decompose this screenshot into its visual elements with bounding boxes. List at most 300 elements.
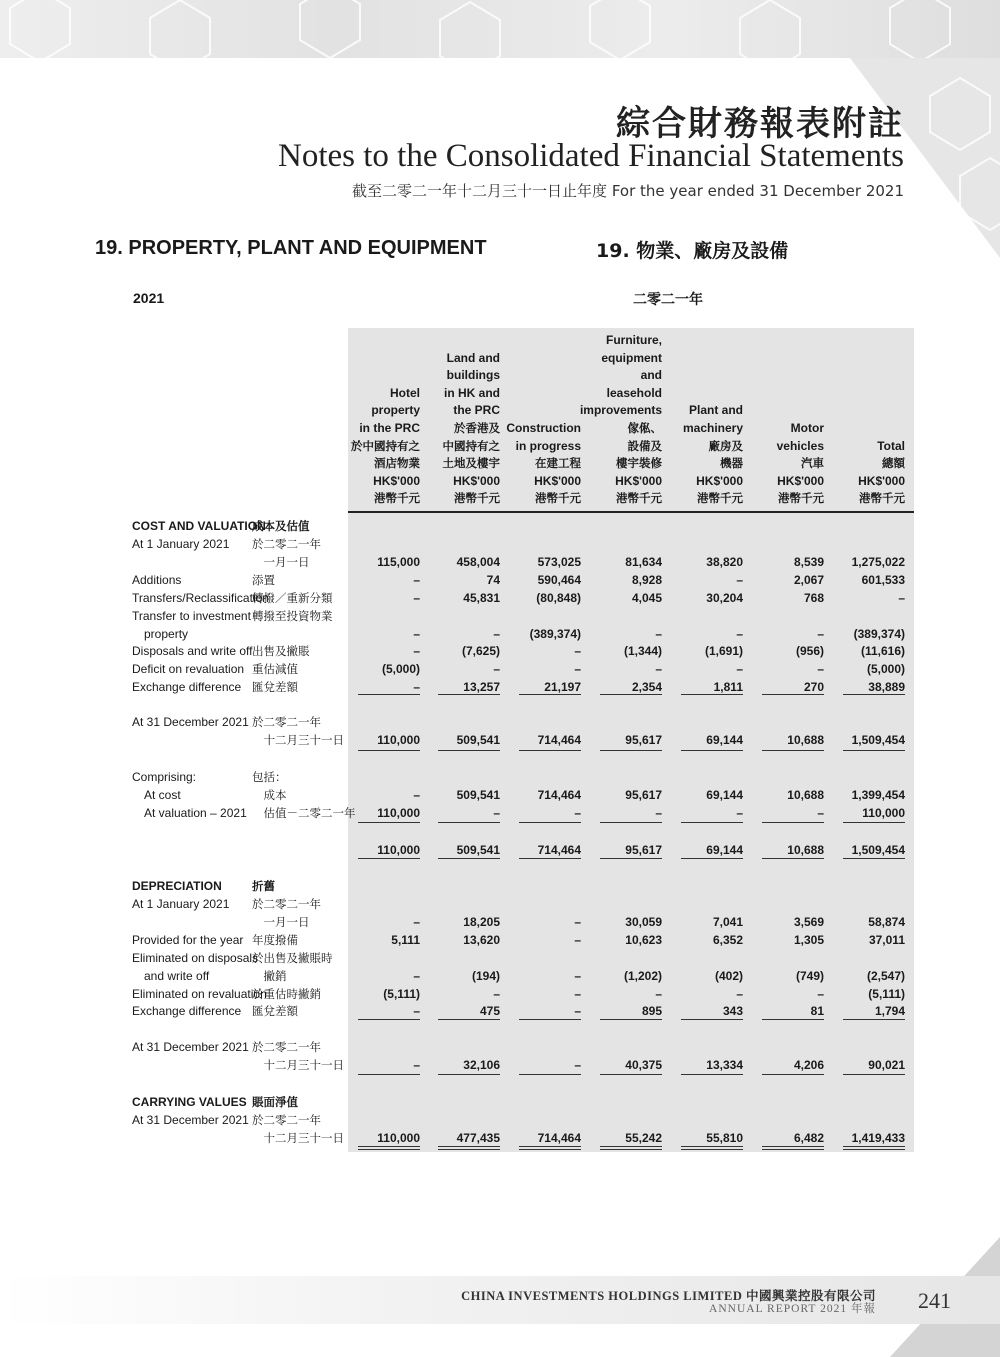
column-unit: HK$'000 — [453, 473, 500, 488]
table-cell: – — [574, 644, 581, 658]
table-cell: – — [574, 662, 581, 676]
row-label: Eliminated on disposals — [132, 951, 259, 965]
table-row — [0, 625, 1000, 643]
underline — [438, 750, 500, 751]
underline — [519, 858, 581, 859]
table-row — [0, 804, 1000, 822]
underline — [438, 858, 500, 859]
table-cell: 270 — [803, 680, 824, 694]
underline — [600, 858, 662, 859]
table-cell: – — [493, 806, 500, 820]
table-cell: – — [817, 806, 824, 820]
table-cell: – — [413, 573, 420, 587]
row-label: Provided for the year — [132, 933, 244, 947]
table-cell: 32,106 — [463, 1058, 500, 1072]
table-cell: 69,144 — [706, 733, 743, 747]
table-cell: 95,617 — [625, 788, 662, 802]
table-cell: – — [574, 915, 581, 929]
underline — [843, 1074, 905, 1075]
table-cell: 8,928 — [631, 573, 662, 587]
table-cell: – — [413, 680, 420, 694]
table-cell: 13,257 — [463, 680, 500, 694]
row-label-cn: 估值－二零二一年 — [252, 806, 356, 820]
table-row — [0, 517, 1000, 535]
underline — [358, 822, 420, 823]
table-cell: – — [574, 806, 581, 820]
row-label: Exchange difference — [132, 1004, 242, 1018]
table-row — [0, 607, 1000, 625]
column-unit: HK$'000 — [777, 473, 824, 488]
underline — [519, 750, 581, 751]
table-cell: – — [817, 627, 824, 641]
table-cell: 5,111 — [391, 933, 420, 947]
table-cell: 55,242 — [625, 1131, 662, 1145]
underline — [843, 1019, 905, 1020]
row-label-cn: 十二月三十一日 — [252, 1058, 344, 1072]
double-underline — [843, 1146, 905, 1150]
table-cell: – — [413, 627, 420, 641]
table-cell: (1,202) — [623, 969, 662, 983]
year-label-cn: 二零二一年 — [633, 292, 703, 308]
table-cell: – — [574, 969, 581, 983]
table-cell: 475 — [479, 1004, 500, 1018]
table-row — [0, 841, 1000, 859]
table-cell: (5,111) — [868, 987, 905, 1001]
table-row — [0, 949, 1000, 967]
underline — [438, 1074, 500, 1075]
table-cell: 95,617 — [625, 733, 662, 747]
table-cell: – — [736, 987, 743, 1001]
underline — [681, 1019, 743, 1020]
column-header — [659, 332, 743, 508]
table-cell: (1,691) — [704, 644, 743, 658]
column-header-cn: 傢俬、 設備及 樓宇裝修 — [616, 421, 662, 471]
table-cell: 8,539 — [793, 555, 824, 569]
table-cell: 4,206 — [793, 1058, 824, 1072]
table-cell: 509,541 — [456, 843, 500, 857]
underline — [762, 1074, 824, 1075]
table-cell: – — [413, 1004, 420, 1018]
table-cell: – — [898, 591, 905, 605]
table-cell: 7,041 — [712, 915, 743, 929]
double-underline — [358, 1146, 420, 1150]
column-header-en: Land and buildings in HK and the PRC — [444, 350, 500, 418]
table-cell: 4,045 — [631, 591, 662, 605]
underline — [843, 750, 905, 751]
row-label-cn: 出售及撇賬 — [252, 644, 310, 658]
table-cell: 895 — [641, 1004, 662, 1018]
column-unit-cn: 港幣千元 — [454, 491, 500, 506]
table-cell: 6,352 — [712, 933, 743, 947]
row-label-cn: 於二零二一年 — [252, 1040, 321, 1054]
table-row — [0, 571, 1000, 589]
table-cell: 477,435 — [456, 1131, 500, 1145]
table-cell: – — [655, 987, 662, 1001]
footer-report: ANNUAL REPORT 2021 年報 — [709, 1303, 876, 1315]
table-cell: 1,399,454 — [851, 788, 905, 802]
underline — [600, 1074, 662, 1075]
table-row — [0, 1111, 1000, 1129]
table-cell: 10,623 — [625, 933, 662, 947]
underline — [519, 822, 581, 823]
row-label-cn: 於二零二一年 — [252, 1113, 321, 1127]
column-unit-cn: 港幣千元 — [697, 491, 743, 506]
double-underline — [600, 1146, 662, 1150]
row-label-cn: 撇銷 — [252, 969, 287, 983]
table-cell: 2,354 — [631, 680, 662, 694]
column-header-en: Motor vehicles — [776, 421, 824, 453]
row-label: Transfer to investment — [132, 609, 251, 623]
underline — [358, 694, 420, 695]
column-header — [497, 332, 581, 508]
table-cell: 6,482 — [793, 1131, 824, 1145]
underline — [681, 858, 743, 859]
row-label-cn: 重估減值 — [252, 662, 298, 676]
column-unit: HK$'000 — [615, 473, 662, 488]
underline — [843, 694, 905, 695]
table-cell: 30,204 — [706, 591, 743, 605]
table-cell: 10,688 — [787, 788, 824, 802]
row-label-cn: 轉撥至投資物業 — [252, 609, 333, 623]
year-label: 2021 — [133, 290, 165, 306]
column-unit-cn: 港幣千元 — [859, 491, 905, 506]
table-cell: (1,344) — [623, 644, 662, 658]
underline — [358, 750, 420, 751]
row-label: At 1 January 2021 — [132, 897, 230, 911]
table-cell: (5,000) — [381, 662, 420, 676]
page-subtitle: 截至二零二一年十二月三十一日止年度 For the year ended 31 December 2021 — [352, 182, 904, 200]
underline — [681, 822, 743, 823]
table-cell: 81,634 — [625, 555, 662, 569]
underline — [762, 1019, 824, 1020]
table-cell: 1,811 — [713, 680, 743, 694]
row-label-cn: 於出售及撇賬時 — [252, 951, 333, 965]
double-underline — [519, 1146, 581, 1150]
table-row — [0, 1056, 1000, 1074]
table-cell: 18,205 — [463, 915, 500, 929]
table-row — [0, 877, 1000, 895]
underline — [762, 822, 824, 823]
table-cell: 110,000 — [377, 733, 420, 747]
table-cell: (402) — [714, 969, 743, 983]
underline — [762, 694, 824, 695]
table-cell: (2,547) — [866, 969, 905, 983]
row-label-cn: 成本及估值 — [252, 519, 310, 533]
table-row — [0, 1129, 1000, 1147]
row-label: and write off — [132, 969, 210, 983]
row-label-cn: 一月一日 — [252, 915, 310, 929]
column-header-en: Furniture, equipment and leasehold improvements — [579, 333, 662, 418]
column-header — [336, 332, 420, 508]
row-label: DEPRECIATION — [132, 879, 222, 893]
table-cell: 81 — [810, 1004, 824, 1018]
row-label: At 1 January 2021 — [132, 537, 230, 551]
row-label: At 31 December 2021 — [132, 1113, 249, 1127]
page-title-cn: 綜合財務報表附註 — [616, 104, 904, 144]
table-cell: – — [736, 662, 743, 676]
table-cell: 40,375 — [625, 1058, 662, 1072]
underline — [519, 1019, 581, 1020]
column-unit: HK$'000 — [373, 473, 420, 488]
table-cell: – — [736, 627, 743, 641]
table-cell: 58,874 — [868, 915, 905, 929]
underline — [681, 750, 743, 751]
underline — [358, 1074, 420, 1075]
column-header — [821, 332, 905, 508]
row-label-cn: 轉撥／重新分類 — [252, 591, 333, 605]
row-label-cn: 匯兌差額 — [252, 680, 298, 694]
table-cell: 110,000 — [377, 1131, 420, 1145]
page-title: Notes to the Consolidated Financial Statements — [278, 138, 904, 174]
table-cell: – — [493, 627, 500, 641]
row-label: Comprising: — [132, 770, 197, 784]
row-label-cn: 於二零二一年 — [252, 897, 321, 911]
underline — [438, 822, 500, 823]
table-row — [0, 553, 1000, 571]
row-label: Transfers/Reclassification — [132, 591, 269, 605]
row-label-cn: 於重估時撇銷 — [252, 987, 321, 1001]
table-cell: (7,625) — [461, 644, 500, 658]
table-cell: (194) — [471, 969, 500, 983]
table-row — [0, 1093, 1000, 1111]
table-cell: 714,464 — [537, 843, 581, 857]
table-row — [0, 786, 1000, 804]
table-cell: 601,533 — [861, 573, 905, 587]
table-cell: 714,464 — [537, 788, 581, 802]
column-unit: HK$'000 — [696, 473, 743, 488]
row-label: CARRYING VALUES — [132, 1095, 247, 1109]
table-row — [0, 895, 1000, 913]
table-cell: 69,144 — [706, 843, 743, 857]
underline — [600, 694, 662, 695]
column-header-cn: 汽車 — [801, 456, 824, 471]
row-label-cn: 添置 — [252, 573, 275, 587]
header-rule — [348, 511, 914, 513]
table-cell: 110,000 — [862, 806, 905, 820]
table-cell: 13,334 — [706, 1058, 743, 1072]
table-row — [0, 967, 1000, 985]
table-cell: 509,541 — [456, 733, 500, 747]
table-cell: – — [574, 933, 581, 947]
table-cell: 714,464 — [537, 1131, 581, 1145]
table-cell: 10,688 — [787, 843, 824, 857]
table-cell: (956) — [795, 644, 824, 658]
table-cell: – — [736, 573, 743, 587]
table-cell: 38,820 — [706, 555, 743, 569]
table-cell: 1,419,433 — [851, 1131, 905, 1145]
table-cell: 714,464 — [537, 733, 581, 747]
double-underline — [681, 1146, 743, 1150]
column-header-en: Construction in progress — [506, 421, 581, 453]
column-header-en: Plant and machinery — [682, 403, 743, 436]
underline — [600, 1019, 662, 1020]
table-cell: (5,000) — [866, 662, 905, 676]
row-label-cn: 於二零二一年 — [252, 715, 321, 729]
table-cell: (80,848) — [536, 591, 581, 605]
column-header-cn: 於中國持有之 酒店物業 — [351, 438, 420, 471]
table-cell: (5,111) — [383, 987, 420, 1001]
table-row — [0, 913, 1000, 931]
hexagon-pattern — [0, 0, 1000, 58]
table-cell: 1,509,454 — [851, 843, 905, 857]
footer-company: CHINA INVESTMENTS HOLDINGS LIMITED 中國興業控股有限公司 — [461, 1289, 876, 1303]
table-cell: 3,569 — [793, 915, 824, 929]
underline — [600, 750, 662, 751]
row-label: Exchange difference — [132, 680, 242, 694]
table-row — [0, 768, 1000, 786]
underline — [519, 694, 581, 695]
table-cell: – — [655, 806, 662, 820]
table-row — [0, 535, 1000, 553]
column-header-en: Hotel property in the PRC — [359, 385, 420, 436]
table-cell: 13,620 — [463, 933, 500, 947]
table-row — [0, 713, 1000, 731]
row-label-cn: 十二月三十一日 — [252, 1131, 344, 1145]
table-cell: 38,889 — [868, 680, 905, 694]
table-cell: – — [817, 987, 824, 1001]
table-cell: 573,025 — [537, 555, 581, 569]
double-underline — [762, 1146, 824, 1150]
table-cell: 2,067 — [793, 573, 824, 587]
table-cell: 768 — [803, 591, 824, 605]
underline — [681, 694, 743, 695]
table-cell: 45,831 — [463, 591, 500, 605]
column-unit-cn: 港幣千元 — [778, 491, 824, 506]
row-label-cn: 十二月三十一日 — [252, 733, 344, 747]
table-cell: 590,464 — [537, 573, 581, 587]
page-number: 241 — [918, 1288, 951, 1313]
table-cell: 343 — [722, 1004, 743, 1018]
table-cell: 110,000 — [377, 806, 420, 820]
table-cell: (11,616) — [860, 644, 905, 658]
row-label-cn: 於二零二一年 — [252, 537, 321, 551]
row-label: At 31 December 2021 — [132, 1040, 249, 1054]
table-cell: (749) — [795, 969, 824, 983]
table-cell: – — [413, 969, 420, 983]
table-cell: 69,144 — [706, 788, 743, 802]
table-row — [0, 589, 1000, 607]
row-label-cn: 成本 — [252, 788, 287, 802]
table-cell: 37,011 — [868, 933, 905, 947]
row-label-cn: 折舊 — [252, 879, 275, 893]
row-label: Disposals and write off — [132, 644, 253, 658]
underline — [358, 1019, 420, 1020]
column-header-cn: 總額 — [882, 456, 905, 471]
column-header-cn: 廠房及 機器 — [708, 438, 743, 471]
table-cell: – — [413, 1058, 420, 1072]
table-cell: (389,374) — [529, 627, 581, 641]
column-header-cn: 在建工程 — [535, 456, 581, 471]
underline — [762, 858, 824, 859]
underline — [358, 858, 420, 859]
table-cell: 95,617 — [625, 843, 662, 857]
column-unit: HK$'000 — [858, 473, 905, 488]
table-cell: – — [493, 662, 500, 676]
column-header-en: Total — [877, 438, 905, 453]
table-cell: 1,794 — [874, 1004, 905, 1018]
table-cell: – — [736, 806, 743, 820]
table-cell: – — [413, 915, 420, 929]
table-cell: (389,374) — [853, 627, 905, 641]
table-cell: – — [574, 1058, 581, 1072]
table-row — [0, 985, 1000, 1003]
table-cell: – — [574, 987, 581, 1001]
table-cell: – — [493, 987, 500, 1001]
table-cell: 458,004 — [456, 555, 500, 569]
column-unit-cn: 港幣千元 — [535, 491, 581, 506]
row-label: Eliminated on revaluation — [132, 987, 267, 1001]
table-cell: 110,000 — [377, 843, 420, 857]
table-cell: – — [655, 627, 662, 641]
decorative-header-band — [0, 0, 1000, 58]
row-label: COST AND VALUATION — [132, 519, 266, 533]
row-label-cn: 匯兌差額 — [252, 1004, 298, 1018]
underline — [843, 822, 905, 823]
table-row — [0, 642, 1000, 660]
table-cell: 74 — [486, 573, 500, 587]
column-header — [740, 332, 824, 508]
table-cell: – — [413, 591, 420, 605]
table-cell: 30,059 — [625, 915, 662, 929]
table-cell: 1,305 — [793, 933, 824, 947]
row-label-cn: 一月一日 — [252, 555, 310, 569]
row-label: Additions — [132, 573, 182, 587]
column-unit-cn: 港幣千元 — [374, 491, 420, 506]
table-cell: 115,000 — [377, 555, 420, 569]
row-label: Deficit on revaluation — [132, 662, 245, 676]
underline — [843, 858, 905, 859]
table-row — [0, 1038, 1000, 1056]
row-label: At 31 December 2021 — [132, 715, 249, 729]
table-cell: 1,509,454 — [851, 733, 905, 747]
row-label-cn: 賬面淨值 — [252, 1095, 298, 1109]
section-title: 19. PROPERTY, PLANT AND EQUIPMENT — [95, 237, 487, 259]
column-header — [578, 332, 662, 508]
table-cell: – — [574, 1004, 581, 1018]
table-cell: – — [817, 662, 824, 676]
table-cell: – — [413, 644, 420, 658]
underline — [438, 694, 500, 695]
column-unit-cn: 港幣千元 — [616, 491, 662, 506]
row-label: At valuation – 2021 — [132, 806, 247, 820]
row-label: At cost — [132, 788, 181, 802]
table-row — [0, 731, 1000, 749]
table-cell: 10,688 — [787, 733, 824, 747]
table-row — [0, 1002, 1000, 1020]
underline — [438, 1019, 500, 1020]
double-underline — [438, 1146, 500, 1150]
table-cell: – — [655, 662, 662, 676]
underline — [600, 822, 662, 823]
row-label-cn: 年度撥備 — [252, 933, 298, 947]
underline — [681, 1074, 743, 1075]
table-cell: 55,810 — [706, 1131, 743, 1145]
column-unit: HK$'000 — [534, 473, 581, 488]
table-cell: 90,021 — [868, 1058, 905, 1072]
underline — [519, 1074, 581, 1075]
row-label-cn: 包括： — [252, 770, 287, 784]
column-header — [416, 332, 500, 508]
section-title-cn: 19. 物業、廠房及設備 — [596, 240, 789, 262]
table-row — [0, 931, 1000, 949]
table-cell: – — [413, 788, 420, 802]
row-label: property — [132, 627, 189, 641]
table-cell: 509,541 — [456, 788, 500, 802]
table-cell: 21,197 — [544, 680, 581, 694]
table-row — [0, 660, 1000, 678]
underline — [762, 750, 824, 751]
column-header-cn: 於香港及 中國持有之 土地及樓宇 — [442, 421, 500, 471]
